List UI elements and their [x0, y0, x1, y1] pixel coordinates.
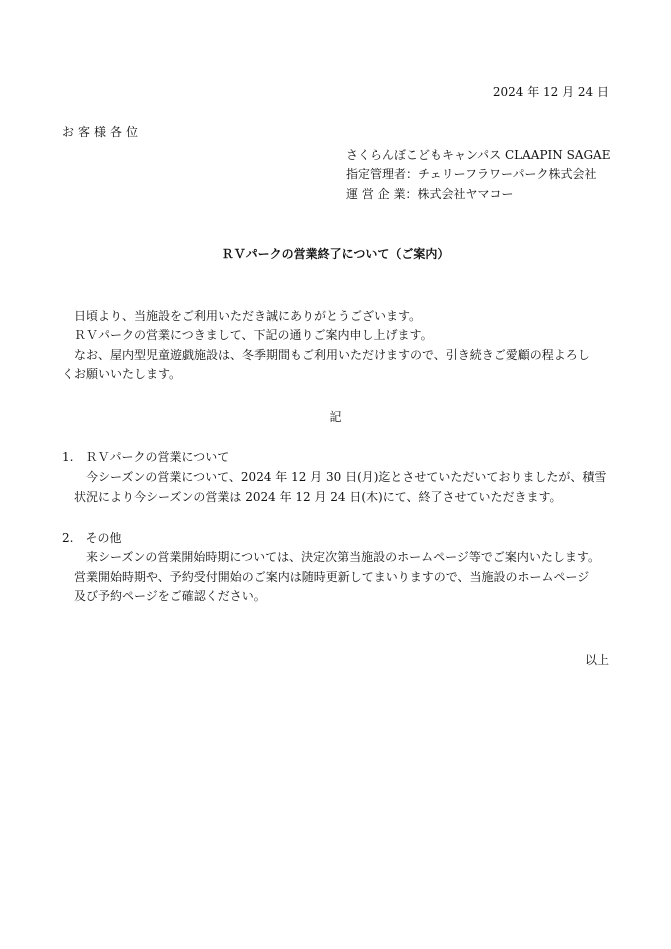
section-2-line-3: 及び予約ページをご確認ください。: [74, 589, 266, 603]
addressee: お客様各位: [62, 125, 143, 139]
intro-line-3: なお、屋内型児童遊戯施設は、冬季期間もご利用いただけますので、引き続きご愛顧の程よろし: [74, 348, 590, 362]
section-2-heading: 2. その他: [62, 531, 122, 545]
intro-line-2: ＲＶパークの営業につきまして、下記の通りご案内申し上げます。: [74, 328, 433, 342]
section-1-line-2: 状況により今シーズンの営業は 2024 年 12 月 24 日(木)にて、終了させていただきます。: [74, 490, 562, 504]
section-1-heading: 1. ＲＶパークの営業について: [62, 450, 230, 464]
closing-mark: 以上: [584, 653, 609, 667]
sender-operator: 運 営 企 業：株式会社ヤマコー: [346, 187, 514, 201]
intro-line-4: くお願いいたします。: [62, 367, 182, 381]
document-title: ＲＶパークの営業終了について（ご案内）: [221, 247, 450, 261]
sender-manager: 指定管理者：チェリーフラワーパーク株式会社: [346, 167, 597, 181]
intro-line-1: 日頃より、当施設をご利用いただき誠にありがとうございます。: [74, 309, 422, 323]
ki-heading: 記: [329, 410, 342, 424]
section-2-line-1: 来シーズンの営業開始時期については、決定次第当施設のホームページ等でご案内いたします。: [86, 550, 600, 564]
section-1-line-1: 今シーズンの営業について、2024 年 12 月 30 日(月)迄とさせていただいておりましたが、積雪: [86, 470, 607, 484]
sender-facility: さくらんぼこどもキャンパス CLAAPIN SAGAE: [346, 148, 611, 162]
document-date: 2024 年 12 月 24 日: [492, 85, 609, 99]
section-2-line-2: 営業開始時期や、予約受付開始のご案内は随時更新してまいりますので、当施設のホームページ: [74, 570, 590, 584]
